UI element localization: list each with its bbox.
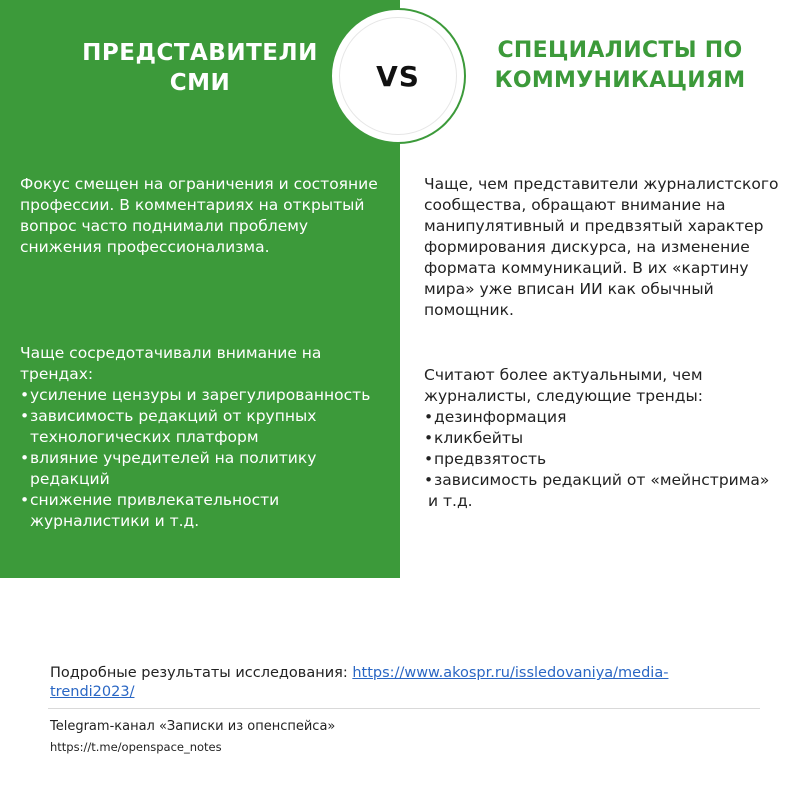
- left-trends: [20, 343, 380, 532]
- left-title-line1: ПРЕДСТАВИТЕЛИ: [82, 40, 318, 66]
- right-trends-intro: Считают более актуальными, чем журналисты, следующие тренды:: [424, 366, 703, 405]
- left-trend-item: • усиление цензуры и зарегулированность: [20, 385, 380, 406]
- left-trends-intro: Чаще сосредотачивали внимание на трендах:: [20, 344, 322, 383]
- results-line: [50, 664, 750, 702]
- left-trend-item: • зависимость редакций от крупных технологических платформ: [20, 406, 380, 448]
- right-trend-item: • дезинформация: [424, 407, 794, 428]
- footer-divider: [48, 708, 760, 709]
- results-label: Подробные результаты исследования:: [50, 665, 353, 681]
- left-trends-list: [20, 385, 380, 532]
- left-trend-item: • снижение привлекательности журналистики и т.д.: [20, 490, 380, 532]
- telegram-title: Telegram-канал «Записки из опенспейса»: [50, 719, 336, 734]
- vs-text: VS: [376, 59, 420, 93]
- results-link[interactable]: https://www.akospr.ru/issledovaniya/media-trendi2023/: [50, 665, 669, 700]
- right-trends-list: [424, 407, 794, 491]
- left-title: [30, 38, 370, 98]
- left-paragraph: Фокус смещен на ограничения и состояние профессии. В комментариях на открытый вопрос часто поднимали проблему снижения профессионализма.: [20, 175, 378, 256]
- right-title-line1: СПЕЦИАЛИСТЫ ПО: [497, 38, 743, 63]
- left-trend-item: • влияние учредителей на политику редакций: [20, 448, 380, 490]
- right-etc: и т.д.: [428, 492, 473, 510]
- telegram-url[interactable]: https://t.me/openspace_notes: [50, 740, 222, 754]
- vs-circle: [340, 18, 456, 134]
- left-title-line2: СМИ: [169, 70, 231, 96]
- right-trend-item: • предвзятость: [424, 449, 794, 470]
- right-title-line2: КОММУНИКАЦИЯМ: [494, 68, 746, 93]
- right-trend-item: • кликбейты: [424, 428, 794, 449]
- right-paragraph: Чаще, чем представители журналистского сообщества, обращают внимание на манипулятивный и предвзятый характер формирования дискурса, на изменение формата коммуникаций. В их «картину мира» уже вписан ИИ как обычный помощник.: [424, 175, 779, 319]
- right-trends: [424, 365, 794, 512]
- right-title: [440, 36, 800, 96]
- right-trend-item: • зависимость редакций от «мейнстрима»: [424, 470, 794, 491]
